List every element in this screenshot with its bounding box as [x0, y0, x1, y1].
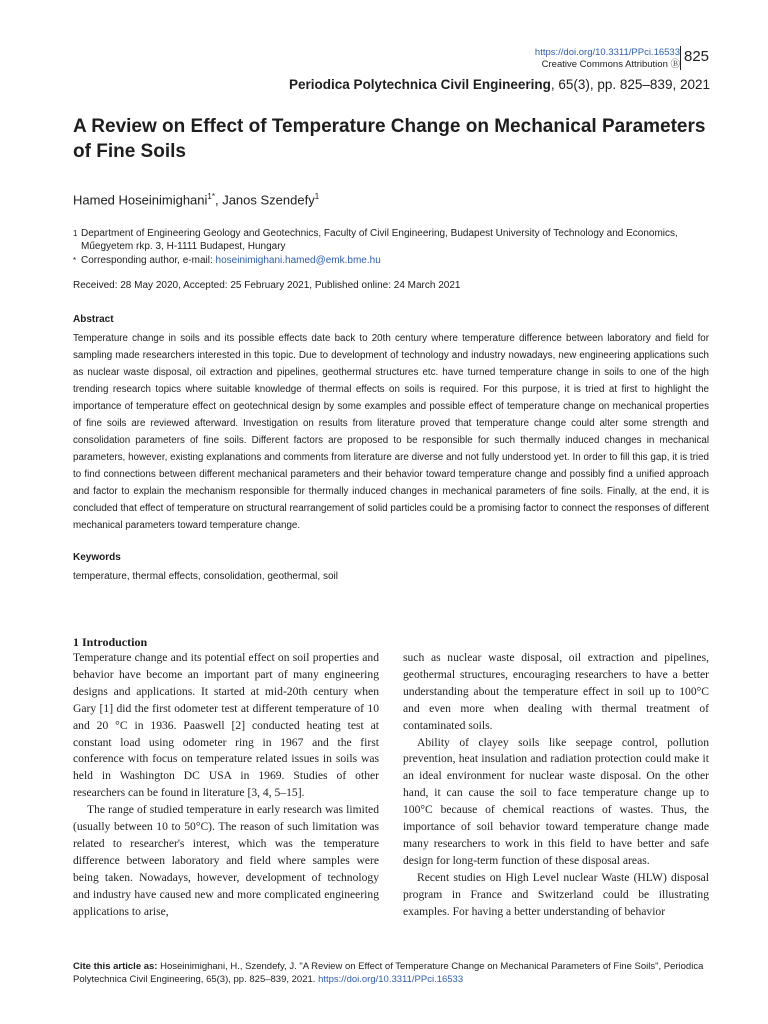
author-name: Hamed Hoseinimighani	[73, 192, 208, 208]
doi-license-block	[535, 47, 680, 71]
page-number-divider	[680, 46, 681, 70]
corresponding-label: Corresponding author, e-mail:	[81, 255, 216, 266]
citation-doi-link[interactable]: https://doi.org/10.3311/PPci.16533	[318, 974, 464, 985]
publication-dates: Received: 28 May 2020, Accepted: 25 February 2021, Published online: 24 March 2021	[73, 280, 461, 291]
citation-footer	[73, 960, 713, 986]
section-heading: 1 Introduction	[73, 635, 148, 649]
corresponding-author	[73, 254, 713, 267]
affiliation-mark: 1	[73, 229, 78, 238]
license-text: Creative Commons Attribution Ⓑ	[541, 59, 680, 70]
body-paragraph: The range of studied temperature in early research was limited (usually between 10 to 50°C). The reason of such limitation was related to researcher's interest, which was the temperature difference between laboratory and field where samples were being taken. Nowadays, however, development of technology and industry have caused new and more complicated engineering applications to arise,	[73, 803, 379, 918]
page-number: 825	[684, 48, 710, 65]
abstract-text: Temperature change in soils and its possible effects date back to 20th century where temperature difference between laboratory and field for sampling made researchers interested in this topic. Due to development of technology and industry nowadays, new engineering applications such as nuclear waste disposal, oil extraction and pipelines, geothermal structures etc. have turned temperature change in soils to one of the high trending research topics where suitable knowledge of thermal effects on soils is required. For this purpose, it is tried at first to highlight the importance of temperature effect on geotechnical design by some examples and possible effect of temperature change on mechanical properties of fine soils are reviewed afterward. Investigation on results from literature proved that temperature change could alter some strength and consolidation parameters of fine soils. Different factors are proposed to be responsible for such thermally induced changes in mechanical parameters, however, existing explanations and comments from literature are diverse and not fully understood yet. In order to fill this gap, it is tried to find connections between different mechanical parameters and their behavior toward temperature change and possibly find a unified approach and factor to explain the mechanism responsible for thermally induced changes in mechanical parameters of fine soils. Finally, at the end, it is concluded that effect of temperature on structural rearrangement of solid particles could be a promising factor to connect the responses of different mechanical parameters toward temperature change.	[73, 333, 709, 531]
author-list	[73, 188, 319, 209]
author-name: Janos Szendefy	[222, 192, 315, 208]
body-paragraph: Recent studies on High Level nuclear Waste (HLW) disposal program in France and Switzerland could be illustrating examples. For having a better understanding of behavior	[403, 870, 709, 918]
affiliation-text: Department of Engineering Geology and Geotechnics, Faculty of Civil Engineering, Budapest University of Technology and Economics, Műegyetem rkp. 3, H-1111 Budapest, Hungary	[81, 228, 678, 252]
journal-name: Periodica Polytechnica Civil Engineering	[289, 77, 551, 92]
keywords-heading: Keywords	[73, 552, 121, 563]
body-column-left	[73, 650, 379, 921]
body-column-right	[403, 650, 709, 921]
citation-text: Hoseinimighani, H., Szendefy, J. "A Review on Effect of Temperature Change on Mechanical Parameters of Fine Soils", Periodica Polytechnica Civil Engineering, 65(3), pp. 825–839, 2021.	[73, 961, 704, 985]
doi-link[interactable]: https://doi.org/10.3311/PPci.16533	[534, 47, 680, 58]
paper-title: A Review on Effect of Temperature Change on Mechanical Parameters of Fine Soils	[73, 116, 706, 162]
author-affiliation-mark: 1*	[207, 192, 215, 201]
journal-citation	[289, 76, 710, 94]
email-link[interactable]: hoseinimighani.hamed@emk.bme.hu	[215, 255, 381, 266]
corresponding-mark: *	[73, 256, 77, 265]
keywords-text: temperature, thermal effects, consolidation, geothermal, soil	[73, 571, 338, 582]
body-paragraph: Temperature change and its potential effect on soil properties and behavior have become an important part of many engineering designs and applications. It started at mid-20th century when Gary [1] did the first odometer test at different temperature of 10 and 20 °C in 1936. Paaswell [2] conducted heating test at constant load using odometer ring in 1967 and the first conference with focus on temperature related issues in soils was held in Washington DC USA in 1969. Studies of other researchers can be found in literature [3, 4, 5–15].	[73, 651, 379, 800]
author-affiliation-mark: 1	[314, 192, 320, 201]
abstract-heading: Abstract	[73, 314, 114, 325]
citation-label: Cite this article as:	[73, 961, 161, 972]
body-paragraph: Ability of clayey soils like seepage control, pollution prevention, heat insulation and radiation protection could make it an ideal environment for nuclear waste disposal. On the other hand, it can cause the soil to face temperature change up to 100°C because of chemical reactions of wastes. Thus, the importance of soil behavior toward temperature change made many researchers to work in this field to have better and safe design for long-term function of these disposal areas.	[403, 735, 709, 867]
affiliation	[73, 227, 713, 253]
author-separator: ,	[214, 192, 223, 208]
body-paragraph: such as nuclear waste disposal, oil extraction and pipelines, geothermal structures, encouraging researchers to have a better understanding about the temperature effect in soil up to 100°C and even more when dealing with thermal treatment of contaminated soils.	[403, 651, 709, 732]
journal-issue: , 65(3), pp. 825–839, 2021	[550, 77, 710, 92]
